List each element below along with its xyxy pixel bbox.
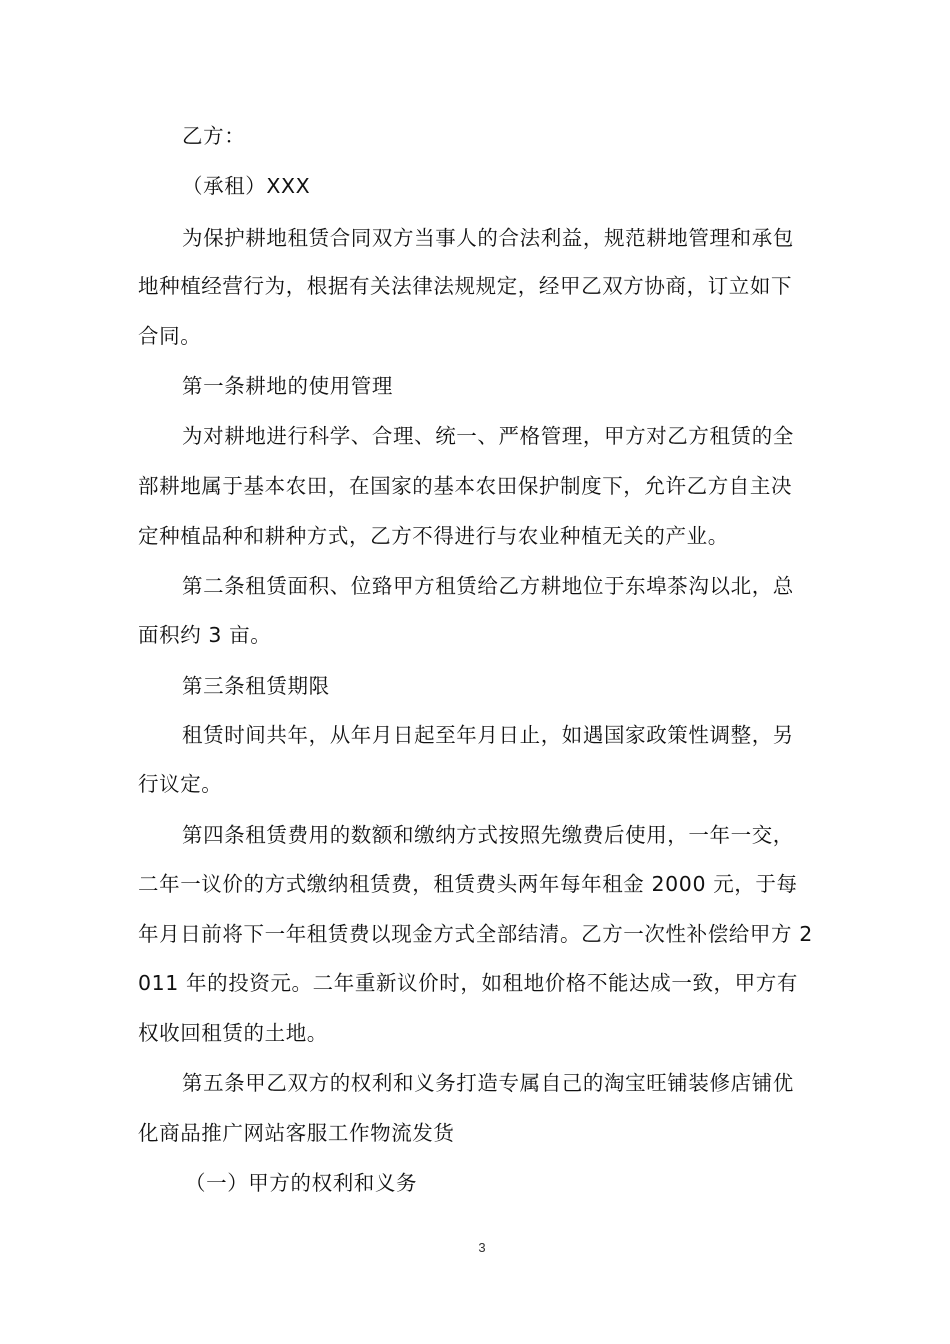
paragraph-line: 定种植品种和耕种方式，乙方不得进行与农业种植无关的产业。 xyxy=(138,524,729,548)
paragraph-line: 为对耕地进行科学、合理、统一、严格管理，甲方对乙方租赁的全 xyxy=(182,424,794,448)
paragraph-line: 二年一议价的方式缴纳租赁费，租赁费头两年每年租金 2000 元，于每 xyxy=(138,872,798,896)
paragraph-line: 011 年的投资元。二年重新议价时，如租地价格不能达成一致，甲方有 xyxy=(138,971,798,995)
paragraph-line: 第二条租赁面积、位臵甲方租赁给乙方耕地位于东埠茶沟以北，总 xyxy=(182,574,794,598)
paragraph-line: 年月日前将下一年租赁费以现金方式全部结清。乙方一次性补偿给甲方 2 xyxy=(138,922,813,946)
paragraph-line: 为保护耕地租赁合同双方当事人的合法利益，规范耕地管理和承包 xyxy=(182,226,794,250)
page-number: 3 xyxy=(478,1240,486,1255)
section-heading: （一）甲方的权利和义务 xyxy=(185,1171,418,1195)
paragraph-line: 租赁时间共年，从年月日起至年月日止，如遇国家政策性调整，另 xyxy=(182,723,794,747)
party-b-name: （承租）XXX xyxy=(182,174,311,198)
paragraph-line: 第四条租赁费用的数额和缴纳方式按照先缴费后使用，一年一交， xyxy=(182,823,794,847)
article-heading: 第三条租赁期限 xyxy=(182,674,330,698)
paragraph-line: 合同。 xyxy=(138,324,202,348)
paragraph-line: 行议定。 xyxy=(138,772,223,796)
paragraph-line: 化商品推广网站客服工作物流发货 xyxy=(138,1121,455,1145)
paragraph-line: 权收回租赁的土地。 xyxy=(138,1021,328,1045)
paragraph-line: 地种植经营行为，根据有关法律法规规定，经甲乙双方协商，订立如下 xyxy=(138,274,793,298)
party-b-label: 乙方： xyxy=(182,124,246,148)
paragraph-line: 面积约 3 亩。 xyxy=(138,623,272,647)
paragraph-line: 第五条甲乙双方的权利和义务打造专属自己的淘宝旺铺装修店铺优 xyxy=(182,1071,794,1095)
article-heading: 第一条耕地的使用管理 xyxy=(182,374,393,398)
paragraph-line: 部耕地属于基本农田，在国家的基本农田保护制度下，允许乙方自主决 xyxy=(138,474,793,498)
